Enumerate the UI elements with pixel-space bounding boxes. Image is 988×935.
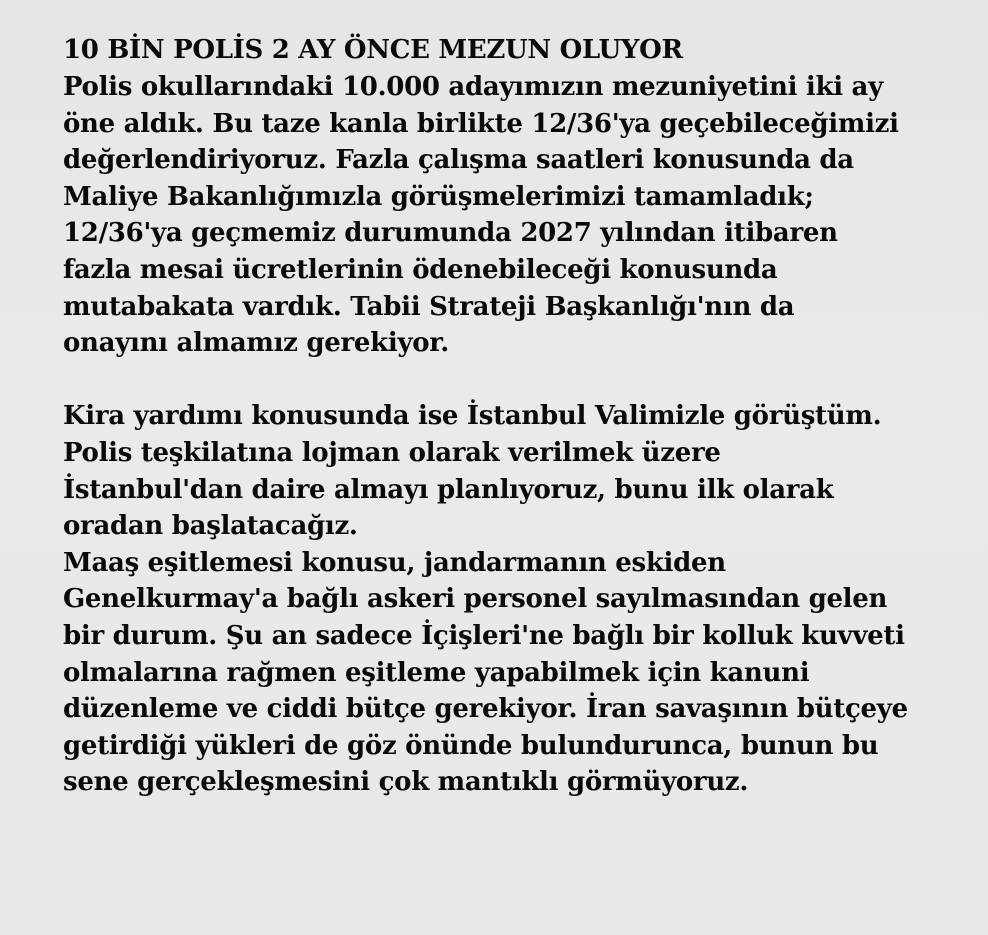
paragraph-gap bbox=[63, 362, 968, 399]
text-line: Polis okullarındaki 10.000 adayımızın mezuniyetini iki ay bbox=[63, 72, 883, 102]
text-line: oradan başlatacağız. bbox=[63, 511, 358, 542]
text-line: olmalarına rağmen eşitleme yapabilmek için kanuni bbox=[63, 657, 810, 688]
text-line: getirdiği yükleri de göz önünde bulundurunca, bunun bu bbox=[63, 730, 879, 761]
headline: 10 BİN POLİS 2 AY ÖNCE MEZUN OLUYOR bbox=[63, 35, 683, 65]
text-line: mutabakata vardık. Tabii Strateji Başkanlığı'nın da bbox=[63, 291, 795, 322]
text-line: onayını almamız gerekiyor. bbox=[63, 328, 450, 359]
paragraph-graduation bbox=[63, 69, 968, 362]
text-line: düzenleme ve ciddi bütçe gerekiyor. İran savaşının bütçeye bbox=[63, 694, 908, 725]
text-line: İstanbul'dan daire almayı planlıyoruz, bunu ilk olarak bbox=[63, 474, 834, 505]
text-line: Maliye Bakanlığımızla görüşmelerimizi tamamladık; bbox=[63, 181, 814, 212]
text-line: Polis teşkilatına lojman olarak verilmek üzere bbox=[63, 437, 721, 468]
text-line: Kira yardımı konusunda ise İstanbul Valimizle görüştüm. bbox=[63, 401, 882, 432]
text-line: 12/36'ya geçmemiz durumunda 2027 yılından itibaren bbox=[63, 218, 838, 249]
text-line: fazla mesai ücretlerinin ödenebileceği konusunda bbox=[63, 254, 778, 285]
text-line: Maaş eşitlemesi konusu, jandarmanın eskiden bbox=[63, 547, 726, 578]
paragraph-rent-aid bbox=[63, 398, 968, 544]
text-line: değerlendiriyoruz. Fazla çalışma saatleri konusunda da bbox=[63, 145, 854, 176]
text-line: öne aldık. Bu taze kanla birlikte 12/36'ya geçebileceğimizi bbox=[63, 108, 899, 139]
text-line: Genelkurmay'a bağlı askeri personel sayılmasından gelen bbox=[63, 584, 888, 615]
text-line: sene gerçekleşmesini çok mantıklı görmüyoruz. bbox=[63, 767, 749, 798]
paragraph-salary-equalization bbox=[63, 545, 968, 801]
text-line: bir durum. Şu an sadece İçişleri'ne bağlı bir kolluk kuvveti bbox=[63, 620, 905, 651]
